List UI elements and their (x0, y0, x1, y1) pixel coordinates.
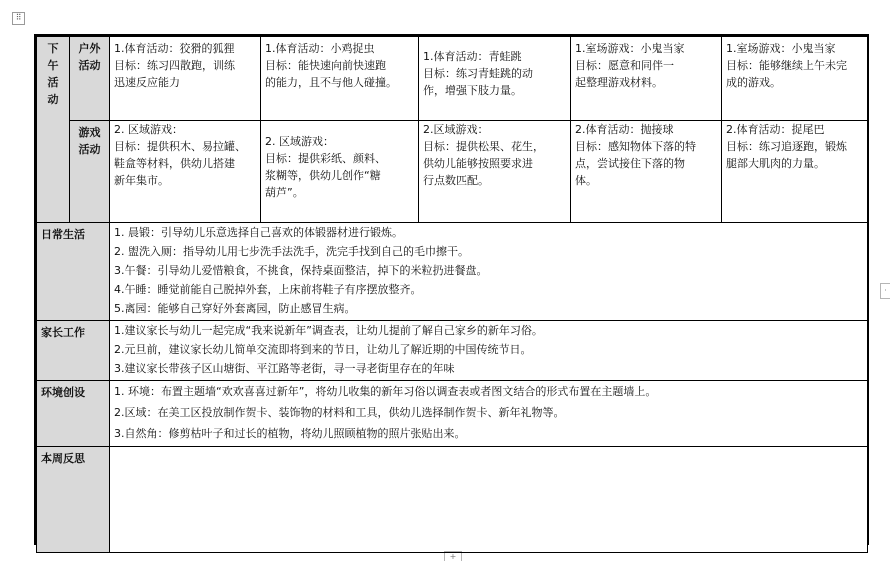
parent-work-item: 3.建议家长带孩子区山塘街、平江路等老街，寻一寻老街里存在的年味 (114, 362, 455, 375)
day1-outdoor-line: 迅速反应能力 (114, 76, 180, 89)
day4-game-line: 点，尝试接住下落的物 (575, 157, 685, 170)
day3-outdoor-line: 作，增强下肢力量。 (423, 84, 522, 97)
day2-outdoor-line: 1.体育活动：小鸡捉虫 (265, 42, 375, 55)
environment-cell[interactable] (110, 381, 868, 447)
daily-life-item: 3.午餐：引导幼儿爱惜粮食，不挑食，保持桌面整洁，掉下的米粒扔进餐盘。 (114, 264, 488, 277)
outdoor-label (70, 37, 110, 121)
daily-life-item: 5.离园：能够自己穿好外套离园，防止感冒生病。 (114, 302, 356, 315)
day1-outdoor-cell[interactable] (110, 37, 261, 121)
parent-work-cell[interactable] (110, 321, 868, 381)
day2-outdoor-line: 目标：能快速向前快速跑 (265, 59, 386, 72)
day1-outdoor-line: 1.体育活动：狡猾的狐狸 (114, 42, 235, 55)
daily-life-item: 2. 盥洗入厕：指导幼儿用七步洗手法洗手，洗完手找到自己的毛巾擦干。 (114, 245, 469, 258)
day5-game-line: 目标：练习追逐跑，锻炼 (726, 140, 847, 153)
weekly-plan-table (36, 36, 868, 553)
day3-game-line: 2.区域游戏： (423, 123, 489, 136)
daily-life-row (37, 223, 868, 321)
day1-game-line: 新年集市。 (114, 174, 169, 187)
outdoor-label-text: 户外活动 (78, 42, 101, 72)
day5-game-line: 腿部大肌肉的力量。 (726, 157, 825, 170)
parent-work-row (37, 321, 868, 381)
day5-game-cell[interactable] (722, 121, 868, 223)
day2-outdoor-line: 的能力，且不与他人碰撞。 (265, 76, 397, 89)
day1-game-line: 鞋盒等材料，供幼儿搭建 (114, 157, 235, 170)
day4-game-line: 体。 (575, 174, 597, 187)
day5-outdoor-cell[interactable] (722, 37, 868, 121)
parent-work-label: 家长工作 (37, 321, 110, 381)
daily-life-item: 1. 晨锻：引导幼儿乐意选择自己喜欢的体锻器材进行锻炼。 (114, 226, 403, 239)
environment-label: 环境创设 (37, 381, 110, 447)
day2-game-line: 浆糊等，供幼儿创作“糖 (265, 169, 381, 182)
day3-outdoor-line: 1.体育活动：青蛙跳 (423, 50, 522, 63)
row-resize-icon[interactable]: · (880, 283, 890, 299)
table-move-handle-icon[interactable]: ⠿ (12, 12, 25, 25)
reflection-label: 本周反思 (37, 447, 110, 553)
day2-game-line: 葫芦”。 (265, 186, 304, 199)
day4-outdoor-line: 1.室场游戏：小鬼当家 (575, 42, 685, 55)
parent-work-item: 2.元旦前，建议家长幼儿简单交流即将到来的节日，让幼儿了解近期的中国传统节日。 (114, 343, 532, 356)
environment-item: 3.自然角：修剪枯叶子和过长的植物，将幼儿照顾植物的照片张贴出来。 (114, 427, 466, 440)
afternoon-game-row (37, 121, 868, 223)
day5-game-line: 2.体育活动：捉尾巴 (726, 123, 825, 136)
day2-game-line: 目标：提供彩纸、颜料、 (265, 152, 386, 165)
afternoon-label (37, 37, 70, 223)
day5-outdoor-line: 成的游戏。 (726, 76, 781, 89)
daily-life-cell[interactable] (110, 223, 868, 321)
afternoon-label-text: 下午活动 (47, 42, 59, 106)
day4-game-line: 2.体育活动：抛接球 (575, 123, 674, 136)
day5-outdoor-line: 1.室场游戏：小鬼当家 (726, 42, 836, 55)
day2-outdoor-cell[interactable] (261, 37, 419, 121)
environment-row (37, 381, 868, 447)
day1-outdoor-line: 目标：练习四散跑，训练 (114, 59, 235, 72)
day1-game-cell[interactable] (110, 121, 261, 223)
environment-item: 1. 环境：布置主题墙“欢欢喜喜过新年”，将幼儿收集的新年习俗以调查表或者图文结合的形式布置在主题墙上。 (114, 385, 657, 398)
daily-life-item: 4.午睡：睡觉前能自己脱掉外套，上床前将鞋子有序摆放整齐。 (114, 283, 422, 296)
day1-game-line: 目标：提供积木、易拉罐、 (114, 140, 246, 153)
environment-item: 2.区域：在美工区投放制作贺卡、装饰物的材料和工具，供幼儿选择制作贺卡、新年礼物等。 (114, 406, 565, 419)
add-row-icon[interactable]: + (444, 551, 462, 561)
day5-outdoor-line: 目标：能够继续上午未完 (726, 59, 847, 72)
day4-game-line: 目标：感知物体下落的特 (575, 140, 696, 153)
day3-game-line: 供幼儿能够按照要求进 (423, 157, 533, 170)
day4-outdoor-cell[interactable] (571, 37, 722, 121)
day4-game-cell[interactable] (571, 121, 722, 223)
daily-life-label: 日常生活 (37, 223, 110, 321)
day3-game-line: 行点数匹配。 (423, 174, 489, 187)
day3-game-line: 目标：提供松果、花生， (423, 140, 544, 153)
game-label-text: 游戏活动 (78, 126, 101, 156)
day1-game-line: 2. 区域游戏： (114, 123, 183, 136)
day2-game-line: 2. 区域游戏： (265, 135, 334, 148)
reflection-row (37, 447, 868, 553)
day3-game-cell[interactable] (419, 121, 571, 223)
parent-work-item: 1.建议家长与幼儿一起完成“我来说新年”调查表，让幼儿提前了解自己家乡的新年习俗。 (114, 324, 543, 337)
reflection-cell[interactable] (110, 447, 868, 553)
game-label (70, 121, 110, 223)
day3-outdoor-line: 目标：练习青蛙跳的动 (423, 67, 533, 80)
day4-outdoor-line: 目标：愿意和同伴一 (575, 59, 674, 72)
day4-outdoor-line: 起整理游戏材料。 (575, 76, 663, 89)
afternoon-outdoor-row (37, 37, 868, 121)
day3-outdoor-cell[interactable] (419, 37, 571, 121)
day2-game-cell[interactable] (261, 121, 419, 223)
